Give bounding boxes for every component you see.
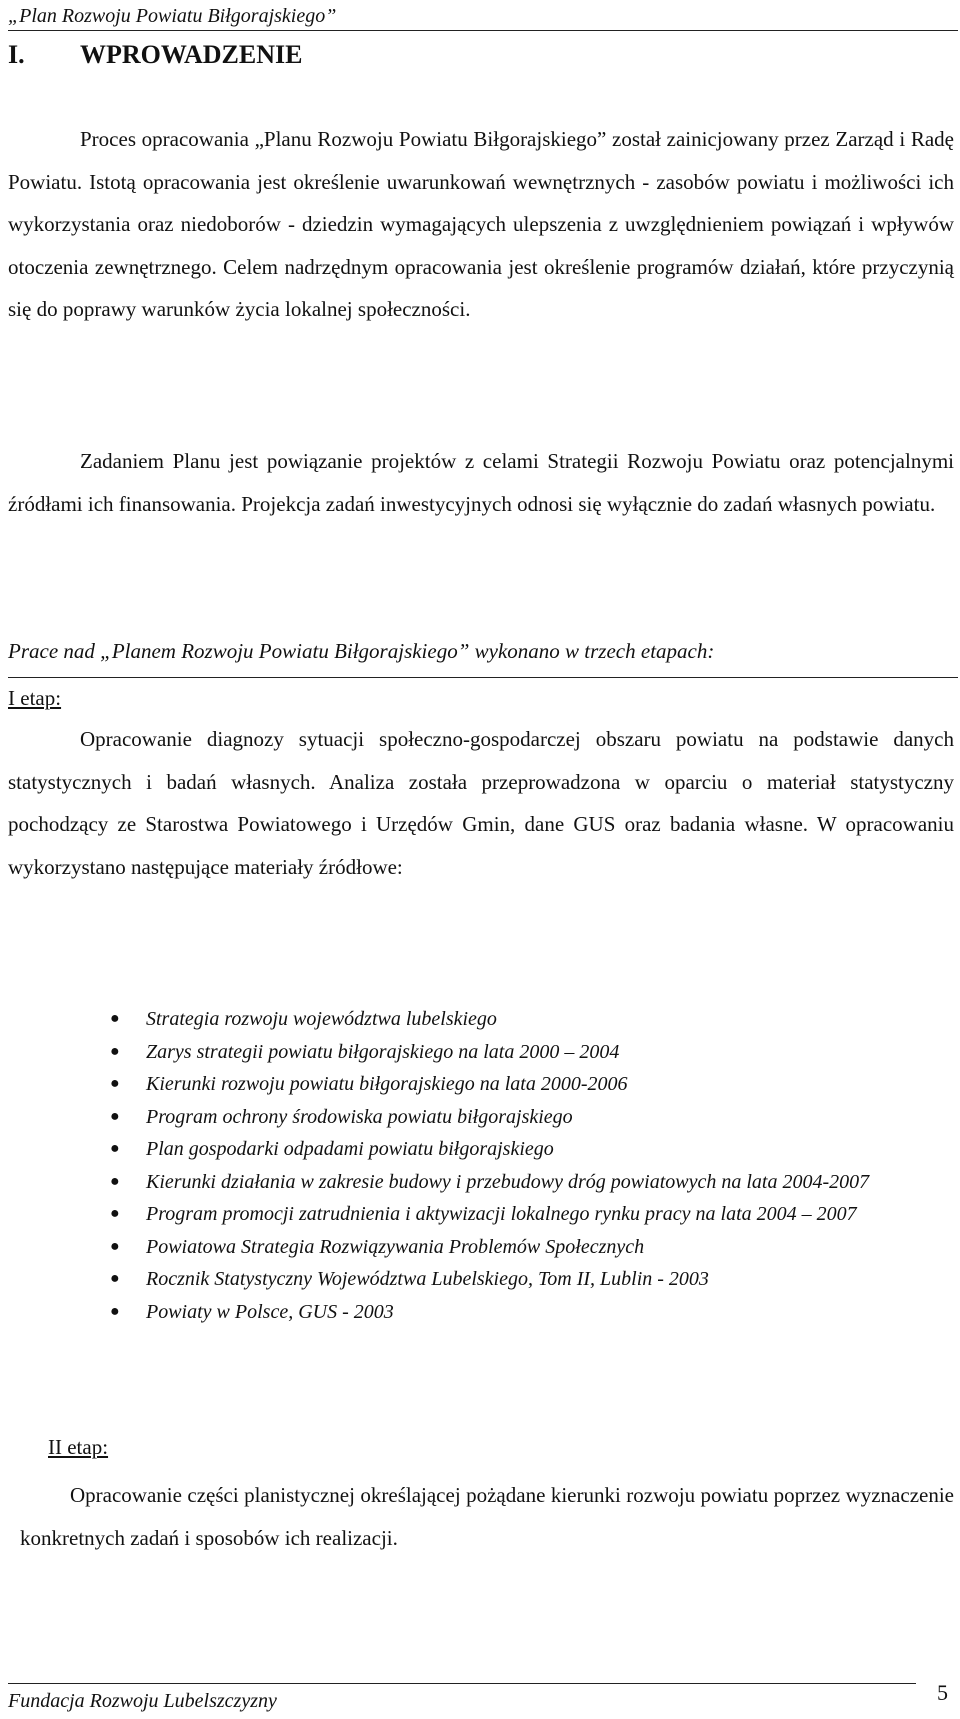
stages-divider xyxy=(8,677,958,678)
stages-intro: Prace nad „Planem Rozwoju Powiatu Biłgorajskiego” wykonano w trzech etapach: xyxy=(8,639,715,663)
list-item xyxy=(110,1101,940,1134)
task-paragraph: Zadaniem Planu jest powiązanie projektów z celami Strategii Rozwoju Powiatu oraz potencjalnymi źródłami ich finansowania. Projekcja zadań inwestycyjnych odnosi się wyłącznie do zadań własnych powiatu. xyxy=(8,449,954,516)
bullet-icon: ● xyxy=(110,1075,120,1092)
source-item-text: Kierunki działania w zakresie budowy i przebudowy dróg powiatowych na lata 2004-2007 xyxy=(146,1170,870,1193)
bullet-icon: ● xyxy=(110,1107,120,1125)
list-item xyxy=(110,1003,940,1036)
bullet-icon: ● xyxy=(110,1270,120,1287)
source-item-text: Kierunki rozwoju powiatu biłgorajskiego na lata 2000-2006 xyxy=(146,1073,628,1095)
bullet-icon: ● xyxy=(110,1172,120,1190)
source-item-text: Zarys strategii powiatu biłgorajskiego na lata 2000 – 2004 xyxy=(146,1040,620,1063)
footer-organization: Fundacja Rozwoju Lubelszczyzny xyxy=(8,1690,277,1712)
list-item xyxy=(110,1036,940,1069)
section-number: I. xyxy=(8,40,25,69)
section-heading xyxy=(8,40,302,70)
stage-1-paragraph: Opracowanie diagnozy sytuacji społeczno-gospodarczej obszaru powiatu na podstawie danych statystycznych i badań własnych. Analiza została przeprowadzona w oparciu o materiał statystyczny pochodzący ze Starostwa Powiatowego i Urzędów Gmin, dane GUS oraz badania własne. W opracowaniu wykorzystano następujące materiały źródłowe: xyxy=(8,727,954,879)
list-item xyxy=(110,1263,940,1296)
source-item-text: Plan gospodarki odpadami powiatu biłgorajskiego xyxy=(146,1138,554,1160)
stage-2-label: II etap: xyxy=(48,1435,109,1459)
list-item xyxy=(110,1231,940,1264)
source-item-text: Powiaty w Polsce, GUS - 2003 xyxy=(146,1300,394,1323)
bullet-icon: ● xyxy=(110,1205,120,1222)
source-item-text: Powiatowa Strategia Rozwiązywania Problemów Społecznych xyxy=(146,1235,645,1258)
bullet-icon: ● xyxy=(110,1302,120,1320)
list-item xyxy=(110,1166,940,1199)
running-header: „Plan Rozwoju Powiatu Biłgorajskiego” xyxy=(8,5,337,27)
section-title: WPROWADZENIE xyxy=(80,40,303,69)
source-item-text: Program ochrony środowiska powiatu biłgorajskiego xyxy=(146,1105,573,1128)
bullet-icon: ● xyxy=(110,1010,120,1027)
source-item-text: Strategia rozwoju województwa lubelskiego xyxy=(146,1008,497,1030)
list-item xyxy=(110,1068,940,1101)
intro-paragraph: Proces opracowania „Planu Rozwoju Powiatu Biłgorajskiego” został zainicjowany przez Zarząd i Radę Powiatu. Istotą opracowania jest określenie uwarunkowań wewnętrznych - zasobów powiatu i możliwości ich wykorzystania oraz niedoborów - dziedzin wymagających ulepszenia z uwzględnieniem powiązań i wpływów otoczenia zewnętrznego. Celem nadrzędnym opracowania jest określenie programów działań, które przyczynią się do poprawy warunków życia lokalnej społeczności. xyxy=(8,127,954,321)
bullet-icon: ● xyxy=(110,1140,120,1157)
bullet-icon: ● xyxy=(110,1042,120,1060)
bullet-icon: ● xyxy=(110,1237,120,1255)
source-item-text: Program promocji zatrudnienia i aktywizacji lokalnego rynku pracy na lata 2004 – 2007 xyxy=(146,1203,857,1225)
list-item xyxy=(110,1133,940,1166)
list-item xyxy=(110,1296,940,1329)
stage-2-paragraph: Opracowanie części planistycznej określającej pożądane kierunki rozwoju powiatu poprzez wyznaczenie konkretnych zadań i sposobów ich realizacji. xyxy=(20,1483,954,1550)
list-item xyxy=(110,1198,940,1231)
page-number: 5 xyxy=(937,1680,948,1705)
source-item-text: Rocznik Statystyczny Województwa Lubelskiego, Tom II, Lublin - 2003 xyxy=(146,1268,709,1290)
footer-divider xyxy=(8,1683,916,1684)
source-materials-list xyxy=(110,1003,940,1328)
header-divider xyxy=(8,30,958,31)
stage-1-label: I etap: xyxy=(8,686,62,710)
